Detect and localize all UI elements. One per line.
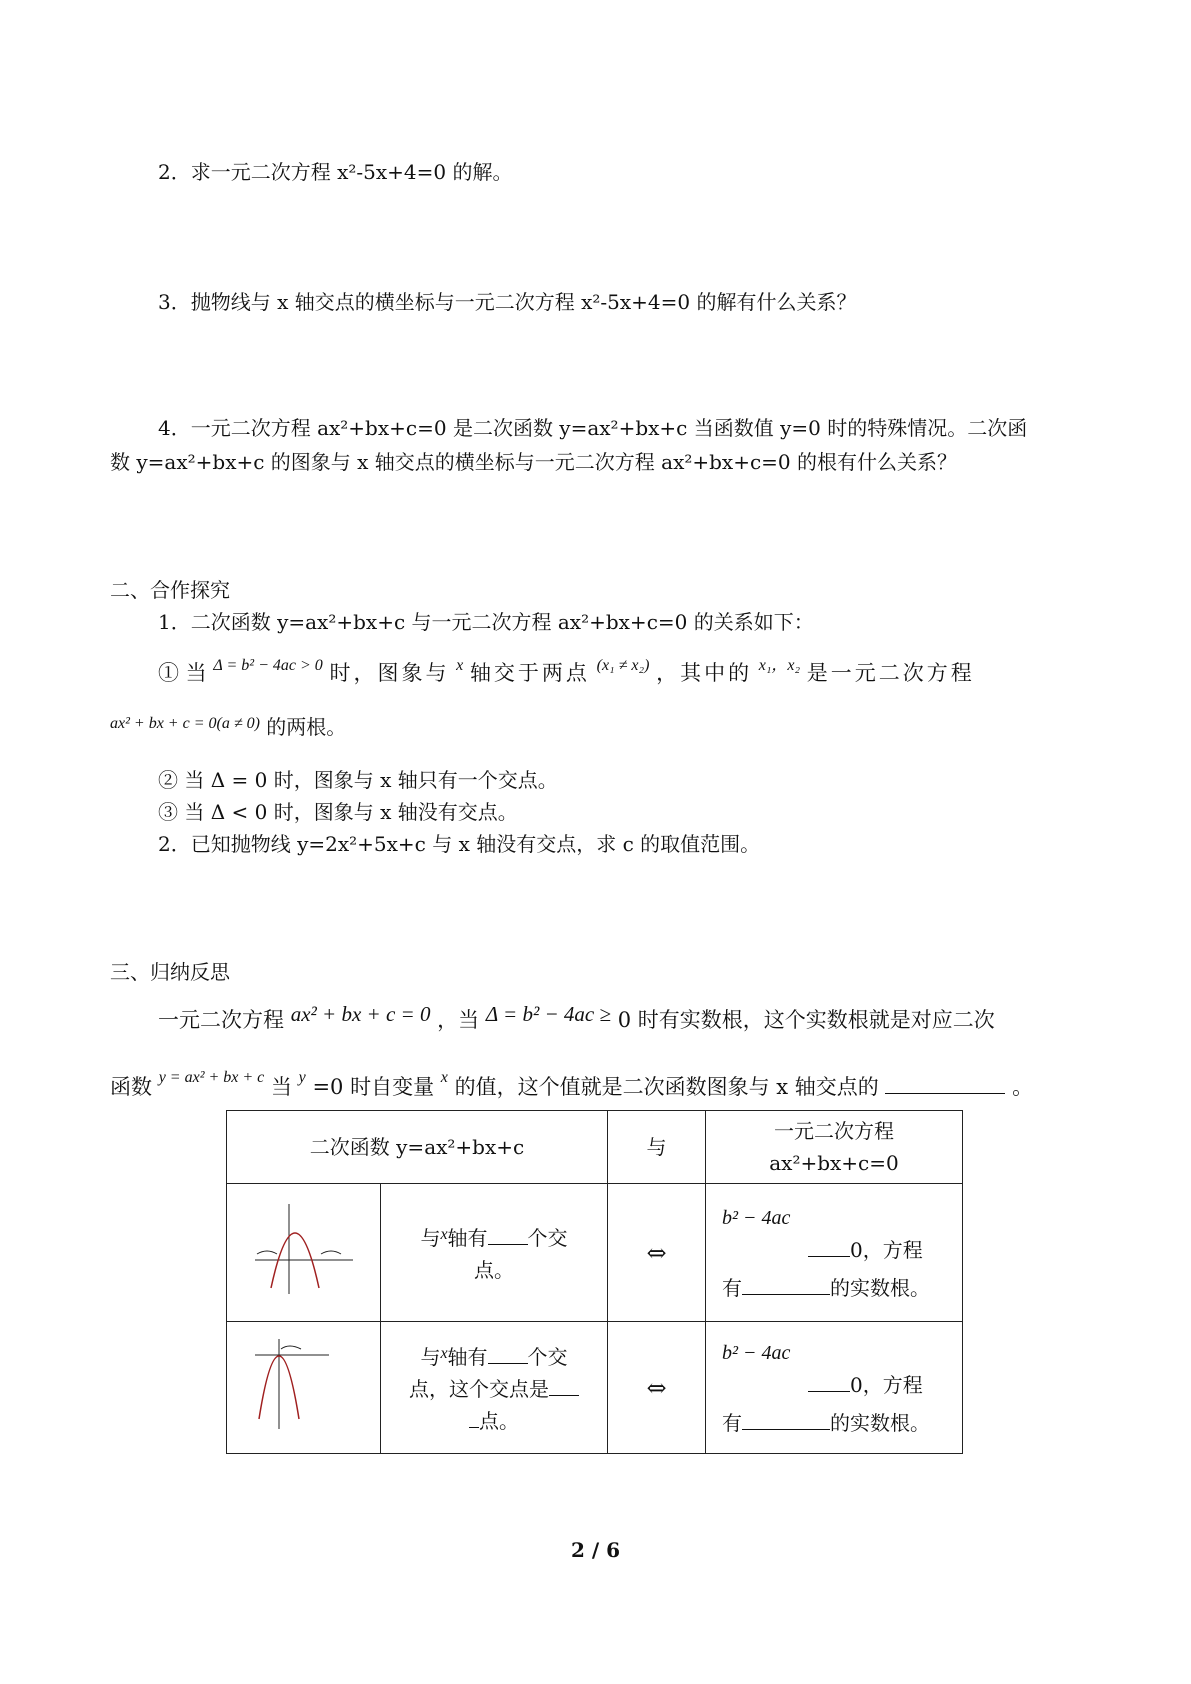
parabola-tangent-graph bbox=[249, 1333, 359, 1433]
case-1-points: (x₁ ≠ x₂) bbox=[596, 657, 650, 674]
row-2-arrow: ⇔ bbox=[608, 1322, 706, 1454]
row-2-equation bbox=[706, 1322, 963, 1454]
row-1-roots-blank[interactable] bbox=[742, 1276, 830, 1295]
row-2-text-d: 点，这个交点是 bbox=[409, 1377, 549, 1401]
case-1-equation: ax² + bx + c = 0(a ≠ 0) bbox=[110, 715, 260, 732]
case-1-mid2: 轴交于两点 bbox=[469, 661, 590, 685]
case-1-tail: 的两根。 bbox=[266, 715, 347, 739]
header-function: 二次函数 y=ax²+bx+c bbox=[227, 1111, 608, 1184]
case-1-mid: 时，图象与 bbox=[329, 661, 450, 685]
table-header-row bbox=[227, 1111, 963, 1184]
section-3-para-1 bbox=[158, 1000, 995, 1034]
header-with: 与 bbox=[608, 1111, 706, 1184]
graph-two-intersections bbox=[227, 1184, 381, 1322]
row-1-right-c: 的实数根。 bbox=[830, 1276, 930, 1300]
parabola-two-roots-graph bbox=[249, 1198, 359, 1298]
row-1-arrow: ⇔ bbox=[608, 1184, 706, 1322]
para-1-b: ，当 bbox=[437, 1008, 480, 1032]
row-1-equation bbox=[706, 1184, 963, 1322]
row-1-x-var: x bbox=[440, 1226, 448, 1243]
row-1-text-d: 点。 bbox=[474, 1258, 514, 1282]
case-1-condition: Δ = b² − 4ac > 0 bbox=[213, 657, 323, 674]
row-2-description bbox=[381, 1322, 608, 1454]
para-2-d: 的值，这个值就是二次函数图象与 x 轴交点的 bbox=[454, 1075, 879, 1099]
row-2-text-a: 与 bbox=[420, 1345, 441, 1369]
section-3-para-2 bbox=[110, 1064, 1033, 1101]
para-2-end: 。 bbox=[1012, 1075, 1034, 1099]
section-2-item-2: 2．已知抛物线 y=2x²+5x+c 与 x 轴没有交点，求 c 的取值范围。 bbox=[158, 832, 761, 856]
para-2-equation: y = ax² + bx + c bbox=[158, 1069, 265, 1086]
graph-one-intersection bbox=[227, 1322, 381, 1454]
row-1-text-c: 个交 bbox=[527, 1226, 568, 1250]
row-2-point-blank-a[interactable] bbox=[549, 1377, 579, 1396]
para-2-a: 函数 bbox=[110, 1075, 152, 1099]
para-2-x: x bbox=[440, 1069, 448, 1086]
case-1-end: 是一元二次方程 bbox=[806, 661, 975, 685]
case-1-mid3: ，其中的 bbox=[656, 661, 753, 685]
para-2-b: 当 bbox=[270, 1075, 292, 1099]
row-2-text-b: 轴有 bbox=[447, 1345, 488, 1369]
case-1-line bbox=[158, 652, 975, 687]
case-1-line-2 bbox=[110, 710, 346, 741]
row-1-text-a: 与 bbox=[420, 1226, 441, 1250]
bracket-right bbox=[321, 1251, 341, 1254]
para-2-y: y bbox=[298, 1069, 306, 1086]
page-number: 2 / 6 bbox=[570, 1538, 621, 1562]
table-row bbox=[227, 1184, 963, 1322]
row-2-count-blank[interactable] bbox=[488, 1345, 528, 1364]
row-2-point-blank-b[interactable] bbox=[469, 1409, 479, 1428]
para-1-c: 0 时有实数根，这个实数根就是对应二次 bbox=[617, 1008, 995, 1032]
case-2: ② 当 Δ = 0 时，图象与 x 轴只有一个交点。 bbox=[158, 768, 558, 792]
para-1-equation: ax² + bx + c = 0 bbox=[290, 1002, 431, 1026]
row-1-discriminant: b² − 4ac bbox=[722, 1207, 791, 1229]
para-1-condition: Δ = b² − 4ac ≥ bbox=[485, 1002, 612, 1026]
relation-table bbox=[226, 1110, 963, 1454]
row-1-count-blank[interactable] bbox=[488, 1226, 528, 1245]
section-3-heading: 三、归纳反思 bbox=[110, 960, 230, 984]
header-equation-line-1: 一元二次方程 bbox=[774, 1119, 894, 1143]
row-2-right-a: 0，方程 bbox=[850, 1373, 923, 1397]
case-3: ③ 当 Δ < 0 时，图象与 x 轴没有交点。 bbox=[158, 800, 518, 824]
bracket-left bbox=[257, 1251, 277, 1254]
row-2-roots-blank[interactable] bbox=[742, 1411, 830, 1430]
section-2-heading: 二、合作探究 bbox=[110, 578, 230, 602]
row-1-text-b: 轴有 bbox=[447, 1226, 488, 1250]
case-1-x-var: x bbox=[456, 657, 464, 674]
header-equation-line-2: ax²+bx+c=0 bbox=[769, 1151, 899, 1175]
para-2-c: =0 时自变量 bbox=[312, 1075, 435, 1099]
table-row bbox=[227, 1322, 963, 1454]
row-2-sign-blank[interactable] bbox=[808, 1373, 850, 1392]
header-equation bbox=[706, 1111, 963, 1184]
question-3: 3．抛物线与 x 轴交点的横坐标与一元二次方程 x²-5x+4=0 的解有什么关系？ bbox=[158, 290, 857, 314]
question-4-line-1: 4．一元二次方程 ax²+bx+c=0 是二次函数 y=ax²+bx+c 当函数值 y=0 时的特殊情况。二次函 bbox=[158, 416, 1028, 440]
case-1-prefix: ① 当 bbox=[158, 661, 207, 685]
question-4-line-2: 数 y=ax²+bx+c 的图象与 x 轴交点的横坐标与一元二次方程 ax²+bx+c=0 的根有什么关系？ bbox=[110, 450, 958, 474]
para-1-a: 一元二次方程 bbox=[158, 1008, 284, 1032]
section-2-item-1: 1．二次函数 y=ax²+bx+c 与一元二次方程 ax²+bx+c=0 的关系如下： bbox=[158, 610, 814, 634]
row-1-right-b: 有 bbox=[722, 1276, 742, 1300]
row-2-right-b: 有 bbox=[722, 1411, 742, 1435]
case-1-roots: x₁，x₂ bbox=[758, 657, 801, 674]
row-2-text-c: 个交 bbox=[527, 1345, 568, 1369]
row-1-description bbox=[381, 1184, 608, 1322]
bracket bbox=[281, 1346, 301, 1349]
row-1-sign-blank[interactable] bbox=[808, 1238, 850, 1257]
row-2-discriminant: b² − 4ac bbox=[722, 1342, 791, 1364]
row-2-x-var: x bbox=[440, 1345, 448, 1362]
question-2: 2．求一元二次方程 x²-5x+4=0 的解。 bbox=[158, 160, 513, 184]
row-2-text-e: 点。 bbox=[479, 1409, 519, 1433]
answer-blank[interactable] bbox=[885, 1075, 1005, 1094]
row-2-right-c: 的实数根。 bbox=[830, 1411, 930, 1435]
row-1-right-a: 0，方程 bbox=[850, 1238, 923, 1262]
